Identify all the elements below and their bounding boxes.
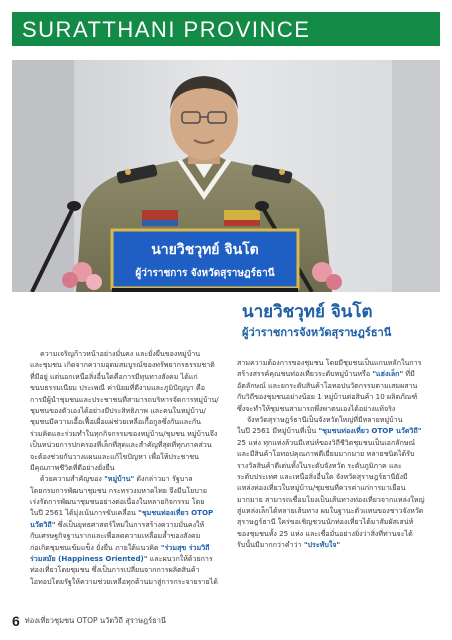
text-line [237, 380, 437, 391]
text-line [30, 405, 230, 416]
text-line [30, 394, 230, 405]
body-text: ด้วยความสำคัญของ [40, 474, 105, 484]
text-line [30, 530, 230, 541]
text-line [30, 542, 230, 553]
governor-role: ผู้ว่าราชการจังหวัดสุราษฎร์ธานี [242, 326, 392, 339]
body-text: รางวัลสินค้าดีเด่นทั้งในระดับจังหวัด ระดับภูมิภาค และ [237, 460, 402, 470]
body-text: กับวิถีของชุมชนอย่างน้อย 1 หมู่บ้านต่อสินค้า 10 ผลิตภัณฑ์ [237, 392, 418, 402]
text-line [237, 414, 437, 425]
body-text: ท่องเที่ยวโดยชุมชน ซึ่งเป็นการเปลี่ยนจากการผลิตสินค้า [30, 565, 200, 575]
highlight-text: "หมู่บ้าน" [104, 474, 135, 484]
text-line [237, 403, 437, 414]
text-line [30, 439, 230, 450]
text-line [30, 348, 230, 359]
text-line [30, 416, 230, 427]
text-line [30, 371, 230, 382]
body-text: มีคุณภาพชีวิตที่ดีอย่างยั่งยืน [30, 462, 115, 472]
body-text: แหล่งท่องเที่ยวในหมู่บ้าน/ชุมชนที่ควรค่าแก่การมาเยือน [237, 483, 406, 493]
text-line [30, 564, 230, 575]
body-text: ขนบธรรมเนียม ประเพณี ค่านิยมที่ดีงามและภูมิปัญญา คือ [30, 383, 205, 393]
body-text: และมีสินค้าโอทอปคุณภาพดีเยี่ยมมากมาย หลายชนิดได้รับ [237, 449, 415, 459]
body-text: โดยกรมการพัฒนาชุมชน กระทรวงมหาดไทย จึงมีนโยบาย [30, 485, 207, 495]
body-text: รับนั้นมีมากกว่าคำว่า [237, 540, 304, 550]
body-text: โอทอปโดยรัฐให้ความช่วยเหลือทุกด้านมาสู่การกระจายรายได้ [30, 576, 218, 586]
body-text: ชุมชนของตัวเองได้อย่างมีประสิทธิภาพ และคนในหมู่บ้าน/ [30, 405, 206, 415]
body-text: ร่วมคิดและร่วมทำในทุกกิจกรรมของหมู่บ้าน/ชุมชน หมู่บ้านจึง [30, 428, 218, 438]
body-text: ซึ่งเป็นยุทธศาสตร์ใหม่ในการสร้างความมั่นคงให้ [55, 519, 205, 529]
body-text: สุราษฎร์ธานี ใคร่ขอเชิญชวนนักท่องเที่ยวได้มาสัมผัสเสน่ห์ [237, 517, 414, 527]
body-text: ในปี 2561 ได้มุ่งเน้นการขับเคลื่อน [30, 508, 139, 518]
body-text: และชุมชน เกิดจากความอุดมสมบูรณ์ของทรัพยากรธรรมชาติ [30, 360, 215, 370]
text-line [237, 357, 437, 368]
footer-text: ท่องเที่ยวชุมชน OTOP นวัตวิถี สุราษฎร์ธานี [24, 616, 167, 625]
highlight-text: "ชุมชนท่องเที่ยว OTOP [138, 508, 214, 518]
text-line [30, 359, 230, 370]
body-text: ในปี 2561 มีหมู่บ้านที่เป็น [237, 426, 319, 436]
text-line [237, 505, 437, 516]
article-left-column [30, 348, 230, 587]
header-bar [12, 12, 440, 46]
highlight-text: "ชุมชนท่องเที่ยว OTOP นวัตวิถี" [318, 426, 422, 436]
body-text: และผนวกให้ด้วยการ [147, 554, 213, 564]
text-line [30, 473, 230, 484]
text-line [237, 482, 437, 493]
highlight-text: ร่วมสมัย (Happiness Oriented)" [30, 554, 148, 564]
body-text: เร่งรัดการพัฒนาชุมชนอย่างต่อเนื่องในหลายกิจกรรม โดย [30, 497, 205, 507]
body-text: ของชุมชนทั้ง 25 แห่ง และเชื่อมั่นอย่างยิ่งว่าสิ่งที่ท่านจะได้ [237, 528, 413, 538]
highlight-text: นวัตวิถี" [30, 519, 56, 529]
body-text: เป็นหน่วยการปกครองที่เล็กที่สุดและสำคัญที่สุดที่ทุกภาคส่วน [30, 440, 212, 450]
body-text: สามความต้องการของชุมชน โดยมีชุมชนเป็นแกนหลักในการ [237, 358, 422, 367]
body-text: ดังกล่าวมา รัฐบาล [134, 474, 193, 484]
highlight-text: "ร่วมสุข ร่วมวิถี [160, 542, 210, 552]
body-text: สร้างสรรค์คุณชนท่องเที่ยวระดับหมู่บ้านหรือ [237, 369, 373, 379]
text-line [30, 451, 230, 462]
body-text: อัตลักษณ์ และยกระดับสินค้าโอทอปนวัตกรรมตามเสมผสาน [237, 380, 418, 390]
text-line [237, 425, 437, 436]
nameplate-line2: ผู้ว่าราชการ จังหวัดสุราษฎร์ธานี [135, 268, 275, 279]
highlight-text: "ประทับใจ" [303, 540, 341, 550]
body-text: ระดับประเทศ และเหนือสิ่งอื่นใด จังหวัดสุราษฎร์ธานียังมี [237, 471, 408, 481]
text-line [237, 539, 437, 550]
text-line [237, 494, 437, 505]
text-line [237, 437, 437, 448]
body-text: 25 แห่ง ทุกแห่งล้วนมีเสน่ห์ของวิถีชีวิตชุมชนเป็นเอกลักษณ์ [237, 437, 416, 447]
text-line [30, 428, 230, 439]
text-line [30, 519, 230, 530]
text-line [237, 391, 437, 402]
body-text: จะต้องช่วยกันวางแผนและแก้ไขปัญหา เพื่อให้ประชาชน [30, 451, 199, 461]
text-line [30, 485, 230, 496]
body-text: ที่มี [403, 369, 415, 379]
body-text: กับเศรษฐกิจฐานรากและเพื่อลดความเหลื่อมล้ำของสังคม [30, 531, 201, 541]
text-line [30, 507, 230, 518]
text-line [237, 460, 437, 471]
text-line [30, 496, 230, 507]
text-line [237, 448, 437, 459]
body-text: สู่แหล่งเล็กได้หลายเส้นทาง ผมในฐานะตัวแทนของชาวจังหวัด [237, 506, 424, 516]
body-text: ซึ่งจะทำให้ชุมชนสามารถพึ่งพาตนเองได้อย่างแท้จริง [237, 403, 396, 413]
body-text: ชุมชนมีความเอื้อเฟื้อเผื่อแผ่ช่วยเหลือเกื้อกูลซึ่งกันและกัน [30, 417, 202, 427]
text-line [30, 382, 230, 393]
province-title: SURATTHANI PROVINCE [22, 17, 311, 42]
text-line [237, 528, 437, 539]
body-text: ความเจริญก้าวหน้าอย่างมั่นคง และยั่งยืนของหมู่บ้าน [40, 349, 201, 358]
text-line [30, 553, 230, 564]
governor-name: นายวิชวุทย์ จินโต [242, 302, 373, 322]
body-text: ก่อเกิดชุมชนเข้มแข็ง ยั่งยืน ภายใต้แนวคิด [30, 542, 161, 552]
text-line [237, 471, 437, 482]
governor-photo [12, 60, 440, 292]
body-text: จังหวัดสุราษฎร์ธานีเป็นจังหวัดใหญ่ที่มีหลายหมู่บ้าน [247, 414, 403, 424]
page-number: 6 [12, 613, 20, 629]
governor-photo-illustration [12, 60, 440, 292]
body-text: การมีผู้นำชุมชนและประชาชนที่สามารถบริหารจัดการหมู่บ้าน/ [30, 394, 219, 404]
text-line [30, 462, 230, 473]
body-text: มากมาย สามารถเชื่อมโยงเป็นเส้นทางท่องเที่ยวจากแหล่งใหญ่ [237, 494, 425, 504]
text-line [237, 368, 437, 379]
nameplate-line1: นายวิชวุทย์ จินโต [151, 242, 259, 258]
page-footer [12, 611, 312, 631]
text-line [237, 516, 437, 527]
text-line [30, 576, 230, 587]
body-text: ที่มีอยู่ แต่นอกเหนือสิ่งอื่นใดคือการมีทุนทางสังคม ได้แก่ [30, 371, 198, 381]
article-right-column [237, 357, 437, 551]
highlight-text: "แฮ่งเล็ก" [372, 369, 404, 379]
